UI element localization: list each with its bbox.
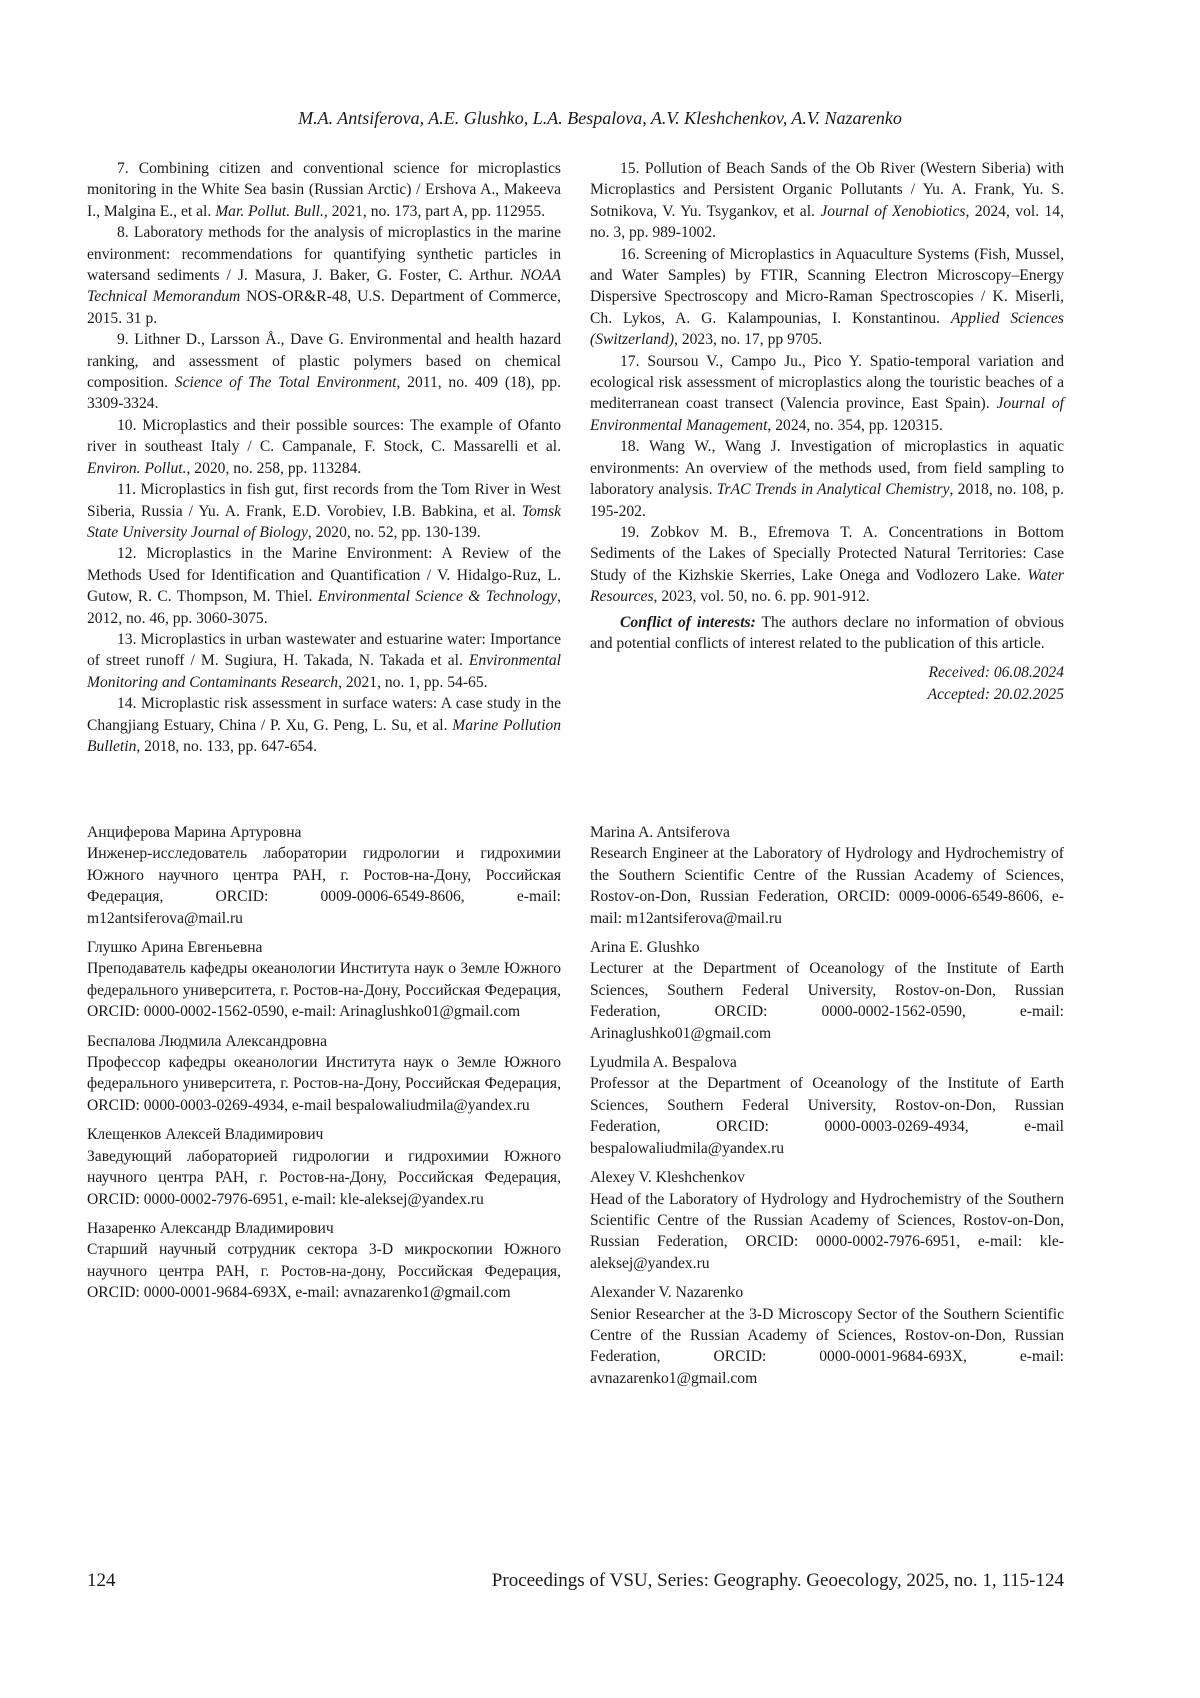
- reference-journal: TrAC Trends in Analytical Chemistry: [716, 481, 950, 499]
- reference-journal: Environmental Science & Technology: [317, 588, 558, 606]
- reference-journal: Mar. Pollut. Bull.,: [215, 202, 328, 220]
- author-block: [590, 1052, 1064, 1159]
- author-name: Alexander V. Nazarenko: [590, 1284, 744, 1302]
- conflict-of-interests: [590, 612, 1064, 655]
- reference-item: 12. Microplastics in the Marine Environment: A Review of the Methods Used for Identification and Quantification / V. Hidalgo-Ruz, L. Gutow, R. C. Thompson, M. Thiel. Environmental Science & Technology, 2012, no. 46, pp. 3060-3075.: [87, 545, 562, 627]
- authors-en-column: [590, 822, 1064, 1397]
- reference-journal: Marine Pollution Bulletin: [87, 716, 561, 755]
- reference-item: 14. Microplastic risk assessment in surface waters: A case study in the Changjiang Estuary, China / P. Xu, G. Peng, L. Su, et al. Marine Pollution Bulletin, 2018, no. 133, pp. 647-654.: [87, 695, 561, 755]
- reference-item: 10. Microplastics and their possible sources: The example of Ofanto river in southeast Italy / C. Campanale, F. Stock, C. Massarelli et al. Environ. Pollut., 2020, no. 258, pp. 113284.: [87, 416, 561, 477]
- journal-info: Proceedings of VSU, Series: Geography. Geoecology, 2025, no. 1, 115-124: [491, 1570, 1064, 1591]
- author-desc: Head of the Laboratory of Hydrology and Hydrochemistry of the Southern Scientific Centre of the Russian Academy of Sciences, Rostov-on-Don, Russian Federation, ORCID: 0000-0002-7976-6951, e-mail: kle-aleksej@yandex.ru: [590, 1190, 1064, 1272]
- reference-journal: Science of The Total Environment: [174, 374, 397, 392]
- reference-item: 7. Combining citizen and conventional science for microplastics monitoring in the White Sea basin (Russian Arctic) / Ershova A., Makeeva I., Malgina E., et al. Mar. Pollut. Bull., 2021, no. 173, part A, pp. 112955.: [87, 160, 561, 220]
- author-name: Arina E. Glushko: [590, 939, 700, 957]
- author-block: [590, 822, 1064, 929]
- author-name: Беспалова Людмила Александровна: [87, 1032, 328, 1050]
- references-left-column: [87, 158, 561, 757]
- reference-item: 13. Microplastics in urban wastewater and estuarine water: Importance of street runoff / M. Sugiura, H. Takada, N. Takada et al. Environmental Monitoring and Contaminants Research, 2021, no. 1, pp. 54-65.: [87, 630, 561, 691]
- author-block: [590, 1282, 1064, 1389]
- author-desc: Инженер-исследователь лаборатории гидрологии и гидрохимии Южного научного центра РАН, г. Ростов-на-Дону, Российская Федерация, ORCID: 0009-0006-6549-8606, e-mail: m12antsiferova@mail.ru: [87, 845, 561, 927]
- author-desc: Lecturer at the Department of Oceanology of the Institute of Earth Sciences, Southern Federal University, Rostov-on-Don, Russian Federation, ORCID: 0000-0002-1562-0590, e-mail: Arinaglushko01@gmail.com: [590, 960, 1064, 1042]
- reference-journal: Applied Sciences (Switzerland): [590, 309, 1064, 349]
- author-desc: Заведующий лабораторией гидрологии и гидрохимии Южного научного центра РАН, г. Ростов-на-Дону, Российская Федерация, ORCID: 0000-0002-7976-6951, e-mail: kle-aleksej@yandex.ru: [87, 1147, 561, 1208]
- author-desc: Преподаватель кафедры океанологии Института наук о Земле Южного федерального университета, г. Ростов-на-Дону, Российская Федерация, ORCID: 0000-0002-1562-0590, e-mail: Arinaglushko01@gmail.com: [87, 960, 561, 1021]
- reference-journal: Journal of Environmental Management: [590, 395, 1064, 434]
- reference-item: 19. Zobkov M. B., Efremova T. A. Concentrations in Bottom Sediments of the Lakes of Specially Protected Natural Territories: Case Study of the Kizhskie Skerries, Lake Onega and Vodlozero Lake. Water Resources, 2023, vol. 50, no. 6. pp. 901-912.: [590, 523, 1064, 606]
- accepted-date: Accepted: 20.02.2025: [927, 685, 1064, 703]
- article-dates: [590, 662, 1064, 705]
- reference-item: 8. Laboratory methods for the analysis of microplastics in the marine environment: recommendations for quantifying synthetic particles in watersand sediments / J. Masura, J. Baker, G. Foster, C. Arthur. NOAA Technical Memorandum NOS-OR&R-48, U.S. Department of Commerce, 2015. 31 p.: [87, 224, 561, 327]
- author-block: [590, 937, 1064, 1044]
- author-block: [87, 1218, 561, 1304]
- reference-item: 18. Wang W., Wang J. Investigation of microplastics in aquatic environments: An overview of the methods used, from field sampling to laboratory analysis. TrAC Trends in Analytical Chemistry, 2018, no. 108, p. 195-202.: [590, 438, 1064, 520]
- author-desc: Senior Researcher at the 3-D Microscopy Sector of the Southern Scientific Centre of the Russian Academy of Sciences, Rostov-on-Don, Russian Federation, ORCID: 0000-0001-9684-693X, e-mail: avnazarenko1@gmail.com: [590, 1305, 1064, 1387]
- reference-journal: Environ. Pollut.: [87, 459, 187, 477]
- reference-item: 16. Screening of Microplastics in Aquaculture Systems (Fish, Mussel, and Water Samples) by FTIR, Scanning Electron Microscopy–Energy Dispersive Spectroscopy and Micro-Raman Spectroscopies / K. Miserli, Ch. Lykos, A. G. Kalampounias, I. Konstantinou. Applied Sciences (Switzerland), 2023, no. 17, pp 9705.: [590, 245, 1064, 349]
- reference-item: 9. Lithner D., Larsson Å., Dave G. Environmental and health hazard ranking, and assessment of plastic polymers based on chemical composition. Science of The Total Environment, 2011, no. 409 (18), pp. 3309-3324.: [87, 331, 562, 413]
- author-desc: Professor at the Department of Oceanology of the Institute of Earth Sciences, Southern Federal University, Rostov-on-Don, Russian Federation, ORCID: 0000-0003-0269-4934, e-mail bespalowaliudmila@yandex.ru: [590, 1075, 1064, 1157]
- author-name: Анциферова Марина Артуровна: [87, 824, 302, 841]
- reference-journal: Tomsk State University Journal of Biology: [87, 502, 561, 541]
- author-name: Lyudmila A. Bespalova: [590, 1054, 737, 1072]
- reference-journal: Journal of Xenobiotics: [820, 202, 966, 220]
- author-block: [87, 822, 561, 929]
- conflict-text: The authors declare no information of obvious and potential conflicts of interest related to the publication of this article.: [590, 613, 1064, 652]
- page-number: 124: [87, 1570, 116, 1591]
- author-block: [590, 1167, 1064, 1274]
- author-name: Назаренко Александр Владимирович: [87, 1219, 334, 1237]
- author-desc: Research Engineer at the Laboratory of Hydrology and Hydrochemistry of the Southern Scientific Centre of the Russian Academy of Sciences, Rostov-on-Don, Russian Federation, ORCID: 0009-0006-6549-8606, e-mail: m12antsiferova@mail.ru: [590, 845, 1064, 927]
- reference-item: 17. Soursou V., Campo Ju., Pico Y. Spatio-temporal variation and ecological risk assessment of microplastics along the touristic beaches of a mediterranean coast transect (Valencia province, East Spain). Journal of Environmental Management, 2024, no. 354, pp. 120315.: [590, 352, 1064, 434]
- authors-ru-column: [87, 822, 561, 1312]
- reference-journal: Water Resources: [590, 566, 1064, 606]
- author-name: Глушко Арина Евгеньевна: [87, 939, 263, 957]
- running-head: M.A. Antsiferova, A.E. Glushko, L.A. Bespalova, A.V. Kleshchenkov, A.V. Nazarenko: [298, 108, 902, 128]
- reference-journal: NOAA Technical Memorandum: [87, 267, 561, 306]
- reference-item: 15. Pollution of Beach Sands of the Ob River (Western Siberia) with Microplastics and Persistent Organic Pollutants / Yu. A. Frank, Yu. S. Sotnikova, V. Yu. Tsygankov, et al. Journal of Xenobiotics, 2024, vol. 14, no. 3, pp. 989-1002.: [590, 160, 1064, 242]
- author-block: [87, 1031, 561, 1117]
- reference-journal: Environmental Monitoring and Contaminants Research: [87, 652, 561, 691]
- author-block: [87, 937, 561, 1023]
- author-name: Alexey V. Kleshchenkov: [590, 1169, 745, 1187]
- author-name: Marina A. Antsiferova: [590, 824, 730, 841]
- author-desc: Старший научный сотрудник сектора 3-D микроскопии Южного научного центра РАН, г. Ростов-на-дону, Российская Федерация, ORCID: 0000-0001-9684-693X, e-mail: avnazarenko1@gmail.com: [87, 1241, 561, 1302]
- author-desc: Профессор кафедры океанологии Института наук о Земле Южного федерального университета, г. Ростов-на-Дону, Российская Федерация, ORCID: 0000-0003-0269-4934, e-mail bespalowaliudmila@yandex.ru: [87, 1054, 561, 1114]
- author-name: Клещенков Алексей Владимирович: [87, 1126, 324, 1144]
- reference-item: 11. Microplastics in fish gut, first records from the Tom River in West Siberia, Russia / Yu. A. Frank, E.D. Vorobiev, I.B. Babkina, et al. Tomsk State University Journal of Biology, 2020, no. 52, pp. 130-139.: [87, 481, 561, 541]
- received-date: Received: 06.08.2024: [928, 664, 1064, 682]
- conflict-label: Conflict of interests:: [620, 613, 756, 631]
- references-right-column: [590, 158, 1064, 705]
- author-block: [87, 1124, 561, 1210]
